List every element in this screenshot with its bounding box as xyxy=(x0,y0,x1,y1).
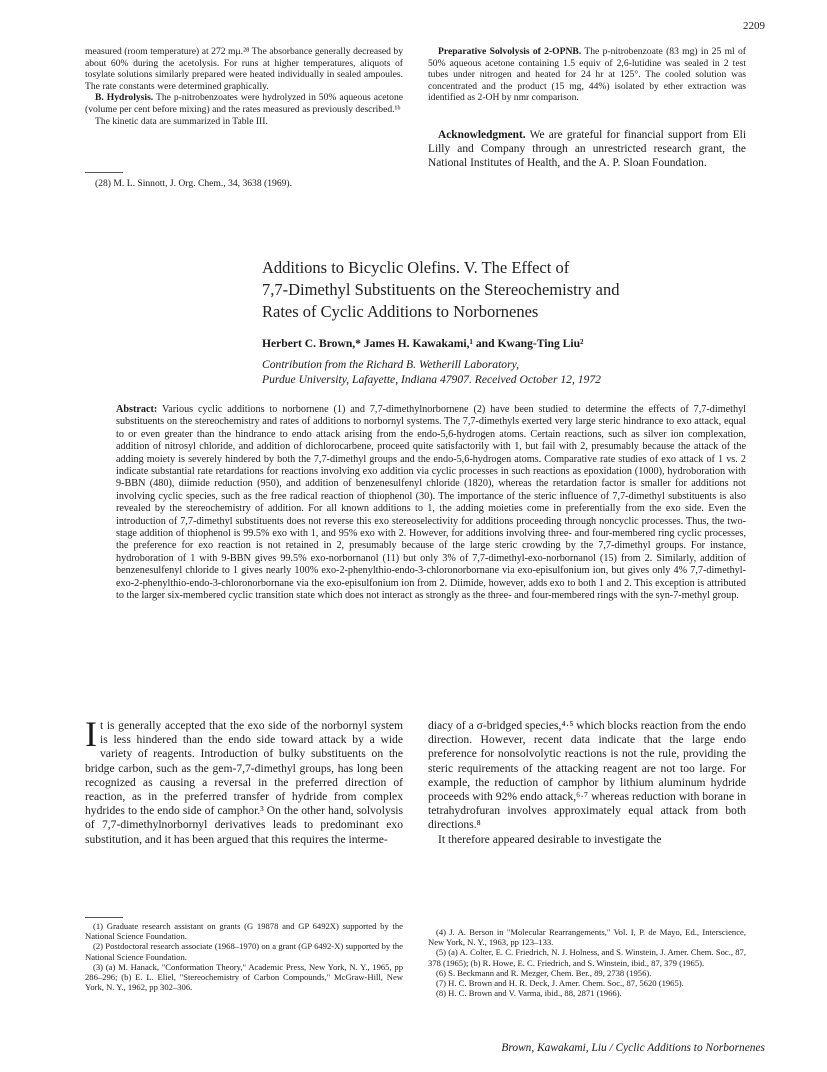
preparative-text: The p-nitrobenzoate (83 mg) in 25 ml of 50% aqueous acetone containing 1.5 equiv of 2,6-lutidine was sealed in 2 test tubes under nitrogen and heated for 24 hr at 125°. The cooled solution was concentrated and the product (15 mg, 44%) isolated by ether extraction was identified as 2-OH by nmr comparison. xyxy=(428,46,746,104)
affiliation xyxy=(262,358,782,387)
footnote-5: (5) (a) A. Colter, E. C. Friedrich, N. J. Holness, and S. Winstein, J. Amer. Chem. Soc., 87, 378 (1965); (b) R. Howe, E. C. Friedrich, and S. Winstein, ibid., 87, 379 (1965). xyxy=(428,947,746,968)
acknowledgment xyxy=(428,128,746,171)
body-left-text: t is generally accepted that the exo side of the norbornyl system is less hindered than the endo side toward attack by a wide variety of reagents. Introduction of bulky substituents on the bridge carbon, such as the gem-7,7-dimethyl groups, has long been recognized as causing a reversal in the preferred direction of reaction, as in the preferred transfer of hydride from complex hydrides to the endo side of camphor.³ On the other hand, solvolysis of 7,7-dimethylnorbornyl derivatives leads to predominant exo substitution, and it has been argued that this requires the interme- xyxy=(85,719,403,846)
footnote-rule-left xyxy=(85,917,123,918)
article-title-line-3: Rates of Cyclic Additions to Norbornenes xyxy=(262,302,539,321)
body-right-column xyxy=(428,719,746,847)
body-right-text: diacy of a σ-bridged species,⁴·⁵ which blocks reaction from the endo direction. However, recent data indicate that the large endo preference for nonsolvolytic reactions is not the rule, providing the steric requirements of the attacking reagent are not too large. For example, the reduction of camphor by lithium aluminum hydride proceeds with 92% endo attack,⁶·⁷ whereas reduction with borane in tetrahydrofuran involves approximately equal attack from both directions.⁸ xyxy=(428,719,746,832)
drop-cap: I xyxy=(85,714,97,754)
article-title-line-1: Additions to Bicyclic Olefins. V. The Effect of xyxy=(262,258,570,277)
acknowledgment-text: We are grateful for financial support from Eli Lilly and Company through an unrestricted research grant, the National Institutes of Health, and the A. P. Sloan Foundation. xyxy=(428,129,746,170)
body-left-column xyxy=(85,714,403,847)
top-right-column xyxy=(428,46,746,104)
affiliation-line-2: Purdue University, Lafayette, Indiana 47907. Received October 12, 1972 xyxy=(262,372,601,386)
footnotes-right xyxy=(428,927,746,998)
authors: Herbert C. Brown,* James H. Kawakami,¹ and Kwang-Ting Liu² xyxy=(262,337,584,350)
hydrolysis-text: The p-nitrobenzoates were hydrolyzed in 50% aqueous acetone (volume per cent before mixing) and the rates measured as previously described.¹ᵇ xyxy=(85,92,404,115)
affiliation-line-1: Contribution from the Richard B. Wetherill Laboratory, xyxy=(262,358,519,371)
body-right-text-2: It therefore appeared desirable to investigate the xyxy=(438,832,662,846)
abstract xyxy=(116,404,746,603)
abstract-text: Various cyclic additions to norbornene (1) and 7,7-dimethylnorbornene (2) have been studied to determine the effects of 7,7-dimethyl substituents on the stereochemistry and rates of additions to norbornyl systems. The 7,7-dimethyls exerted very large steric hindrance to exo attack, equal to or even greater than the hindrance to endo attack arising from the endo-5,6-hydrogen atoms. Certain reactions, such as silver ion complexation, addition of nitrosyl chloride, and addition of dichlorocarbene, proceed quite satisfactorily with 1, but fail with 2, presumably because the attack of the adding moiety is severely hindered by both the 7,7-dimethyl groups and the endo-5,6-hydrogen atoms. Comparative rate studies of exo attack of 1 vs. 2 indicate substantial rate retardations for reactions involving exo addition via cyclic processes in such reactions as epoxidation (1000), hydroboration with 9-BBN (480), diimide reduction (950), and addition of benzenesulfenyl chloride (1820), whereas the retardation factor is smaller for additions not involving cyclic species, such as the free radical reaction of thiophenol (30). The importance of the steric influence of 7,7-dimethyl substituents is also revealed by the stereochemistry of addition. For all known additions to 1, the adding moieties come in preferentially from the exo side. Even the introduction of 7,7-dimethyl substituents does not reverse this exo stereoselectivity for additions proceeding through noncyclic processes. Thus, the two-stage addition of thiophenol is 99.5% exo with 1, and 95% exo with 2. However, for additions involving three- and four-membered ring cyclic processes, the preference for exo reaction is not retained in 2, presumably because of the large steric crowding by the 7,7-dimethyl groups. For instance, hydroboration of 1 with 9-BBN gives 99.5% exo-norbornanol (11) but only 3% of 7,7-dimethyl-exo-norbornanol (15) from 2. Similarly, addition of benzenesulfenyl chloride to 1 gives nearly 100% exo-2-phenylthio-endo-3-chloronorbornane via exo-episulfonium ion, but gives only 4% 7,7-dimethyl-exo-2-phenylthio-endo-3-chloronorbornane via the exo-episulfonium ion from 2. Diimide, however, adds exo to both 1 and 2. This exception is attributed to the larger six-membered cyclic transition state which does not interact as strongly as the three- and four-membered rings with the syn-7-methyl group. xyxy=(116,404,746,602)
kinetics-paragraph: measured (room temperature) at 272 mμ.²⁸ The absorbance generally decreased by about 60% during the acetolysis. For runs at higher temperatures, aliquots of tosylate solutions similarly prepared were heated individually in sealed ampoules. The rate constants were determined graphically. xyxy=(85,46,403,92)
footnote-3: (3) (a) M. Hanack, "Conformation Theory," Academic Press, New York, N. Y., 1965, pp 286–296; (b) E. L. Eliel, "Stereochemistry of Carbon Compounds," McGraw-Hill, New York, N. Y., 1962, pp 302–306. xyxy=(85,961,403,993)
preparative-label: Preparative Solvolysis of 2-OPNB. xyxy=(438,46,582,57)
table-note: The kinetic data are summarized in Table III. xyxy=(95,115,268,127)
footnote-2: (2) Postdoctoral research associate (1968–1970) on a grant (GP 6492-X) supported by the National Science Foundation. xyxy=(85,941,403,962)
footnote-1: (1) Graduate research assistant on grants (G 19878 and GP 6492X) supported by the National Science Foundation. xyxy=(85,921,403,942)
running-footer: Brown, Kawakami, Liu / Cyclic Additions to Norbornenes xyxy=(501,1042,765,1054)
footnote-4: (4) J. A. Berson in "Molecular Rearrangements," Vol. I, P. de Mayo, Ed., Interscience, New York, N. Y., 1963, pp 123–133. xyxy=(428,927,746,948)
footnote-8: (8) H. C. Brown and V. Varma, ibid., 88, 2871 (1966). xyxy=(436,988,622,999)
footnotes-left xyxy=(85,921,403,992)
top-left-column xyxy=(85,46,403,127)
hydrolysis-paragraph xyxy=(85,92,403,115)
preparative-paragraph xyxy=(428,46,746,104)
footnote-7: (7) H. C. Brown and H. R. Deck, J. Amer. Chem. Soc., 87, 5620 (1965). xyxy=(436,978,684,989)
footnote-6: (6) S. Beckmann and R. Mezger, Chem. Ber., 89, 2738 (1956). xyxy=(436,967,652,978)
article-title-line-2: 7,7-Dimethyl Substituents on the Stereochemistry and xyxy=(262,280,620,299)
hydrolysis-label: B. Hydrolysis. xyxy=(95,92,154,104)
page-number: 2209 xyxy=(743,20,765,32)
acknowledgment-label: Acknowledgment. xyxy=(438,129,526,141)
footnote-28: (28) M. L. Sinnott, J. Org. Chem., 34, 3638 (1969). xyxy=(95,178,293,189)
footnote-rule xyxy=(85,172,123,173)
abstract-label: Abstract: xyxy=(116,404,158,415)
